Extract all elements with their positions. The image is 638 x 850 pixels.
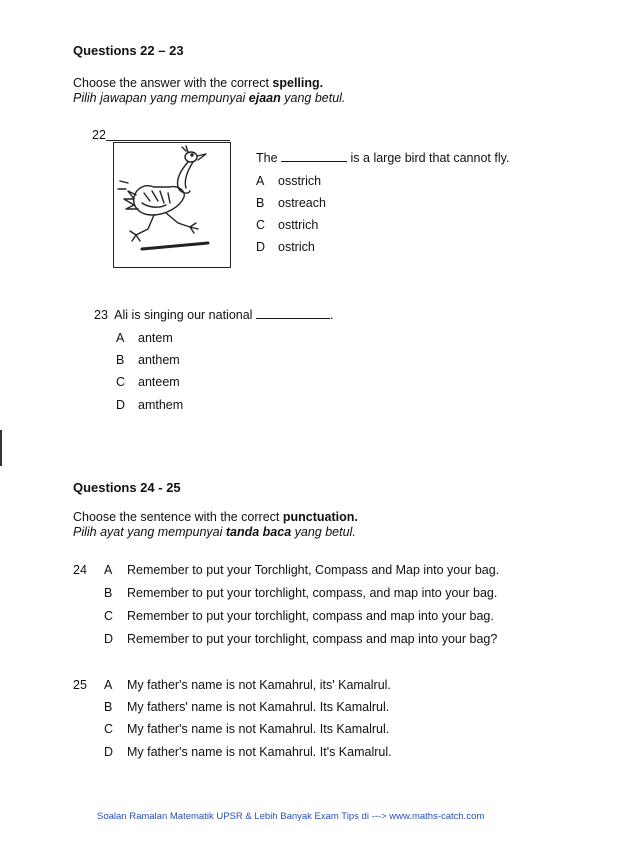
- instruction-malay-2: [73, 525, 356, 539]
- instruction-text-2: Choose the sentence with the correct: [73, 510, 283, 524]
- q25-option-c-letter: C: [104, 722, 114, 736]
- q25-option-a-letter: A: [104, 678, 113, 692]
- q22-option-b-letter: B: [256, 196, 265, 210]
- q24-option-c-letter: C: [104, 609, 114, 623]
- question-number-24: 24: [73, 563, 87, 577]
- instruction-malay-keyword: ejaan: [248, 91, 281, 105]
- question-number-22: 22: [92, 128, 106, 142]
- q23-stem-text: Ali is singing our national: [114, 308, 253, 322]
- section-heading-24-25: Questions 24 - 25: [73, 480, 181, 495]
- instruction-malay: [73, 91, 345, 105]
- q23-option-b-letter: B: [116, 353, 125, 367]
- instruction-text: Choose the answer with the correct: [73, 76, 273, 90]
- section-heading-22-23: Questions 22 – 23: [73, 43, 184, 58]
- q22-stem-start: The: [256, 151, 278, 165]
- instruction-english: [73, 76, 323, 90]
- q22-stem-end: is a large bird that cannot fly.: [350, 151, 510, 165]
- instruction-malay-text: Pilih jawapan yang mempunyai: [73, 91, 249, 105]
- q22-option-b-text[interactable]: ostreach: [278, 196, 326, 210]
- q24-option-a-text[interactable]: Remember to put your Torchlight, Compass and Map into your bag.: [127, 563, 500, 577]
- q22-option-a-letter: A: [256, 174, 265, 188]
- q22-option-c-text[interactable]: osttrich: [278, 218, 319, 232]
- q25-option-d-text[interactable]: My father's name is not Kamahrul. It's Kamalrul.: [127, 745, 392, 759]
- instruction-malay-keyword-2: tanda baca: [225, 525, 292, 539]
- instruction-malay-text-2-end: yang betul.: [291, 525, 356, 539]
- question-number-23: 23: [94, 308, 108, 322]
- q22-answer-blank: [281, 151, 347, 162]
- scan-edge-mark: [0, 430, 2, 466]
- q24-option-a-letter: A: [104, 563, 113, 577]
- instruction-keyword: spelling.: [272, 76, 324, 90]
- q23-option-d-text[interactable]: amthem: [138, 398, 184, 412]
- q24-option-d-letter: D: [104, 632, 114, 646]
- q22-option-c-letter: C: [256, 218, 266, 232]
- q22-option-d-letter: D: [256, 240, 266, 254]
- q23-stem-end: .: [329, 308, 334, 322]
- instruction-english-2: [73, 510, 358, 524]
- q23-option-d-letter: D: [116, 398, 126, 412]
- ostrich-icon: [114, 143, 229, 266]
- q23-option-b-text[interactable]: anthem: [138, 353, 180, 367]
- instruction-malay-text-end: yang betul.: [280, 91, 346, 105]
- q25-option-a-text[interactable]: My father's name is not Kamahrul, its' Kamalrul.: [127, 678, 391, 692]
- q25-option-b-text[interactable]: My fathers' name is not Kamahrul. Its Kamalrul.: [127, 700, 390, 714]
- question-22-underline: [106, 140, 230, 141]
- question-22-stem: [256, 151, 509, 165]
- q24-option-c-text[interactable]: Remember to put your torchlight, compass and map into your bag.: [127, 609, 494, 623]
- question-number-25: 25: [73, 678, 87, 692]
- instruction-keyword-2: punctuation.: [282, 510, 358, 524]
- q22-option-a-text[interactable]: osstrich: [278, 174, 322, 188]
- q24-option-b-text[interactable]: Remember to put your torchlight, compass, and map into your bag.: [127, 586, 498, 600]
- q22-option-d-text[interactable]: ostrich: [278, 240, 315, 254]
- q25-option-b-letter: B: [104, 700, 113, 714]
- q23-option-c-text[interactable]: anteem: [138, 375, 180, 389]
- q25-option-c-text[interactable]: My father's name is not Kamahrul. Its Kamalrul.: [127, 722, 390, 736]
- instruction-malay-text-2: Pilih ayat yang mempunyai: [73, 525, 226, 539]
- q23-option-a-text[interactable]: antem: [138, 331, 173, 345]
- q23-option-a-letter: A: [116, 331, 125, 345]
- ostrich-picture-frame: [113, 142, 231, 268]
- q23-option-c-letter: C: [116, 375, 126, 389]
- q24-option-d-text[interactable]: Remember to put your torchlight, compass and map into your bag?: [127, 632, 498, 646]
- q23-answer-blank: [256, 308, 330, 319]
- q25-option-d-letter: D: [104, 745, 114, 759]
- q24-option-b-letter: B: [104, 586, 113, 600]
- footer-link[interactable]: Soalan Ramalan Matematik UPSR & Lebih Banyak Exam Tips di ---> www.maths-catch.com: [97, 811, 485, 822]
- question-23-stem: [94, 308, 333, 322]
